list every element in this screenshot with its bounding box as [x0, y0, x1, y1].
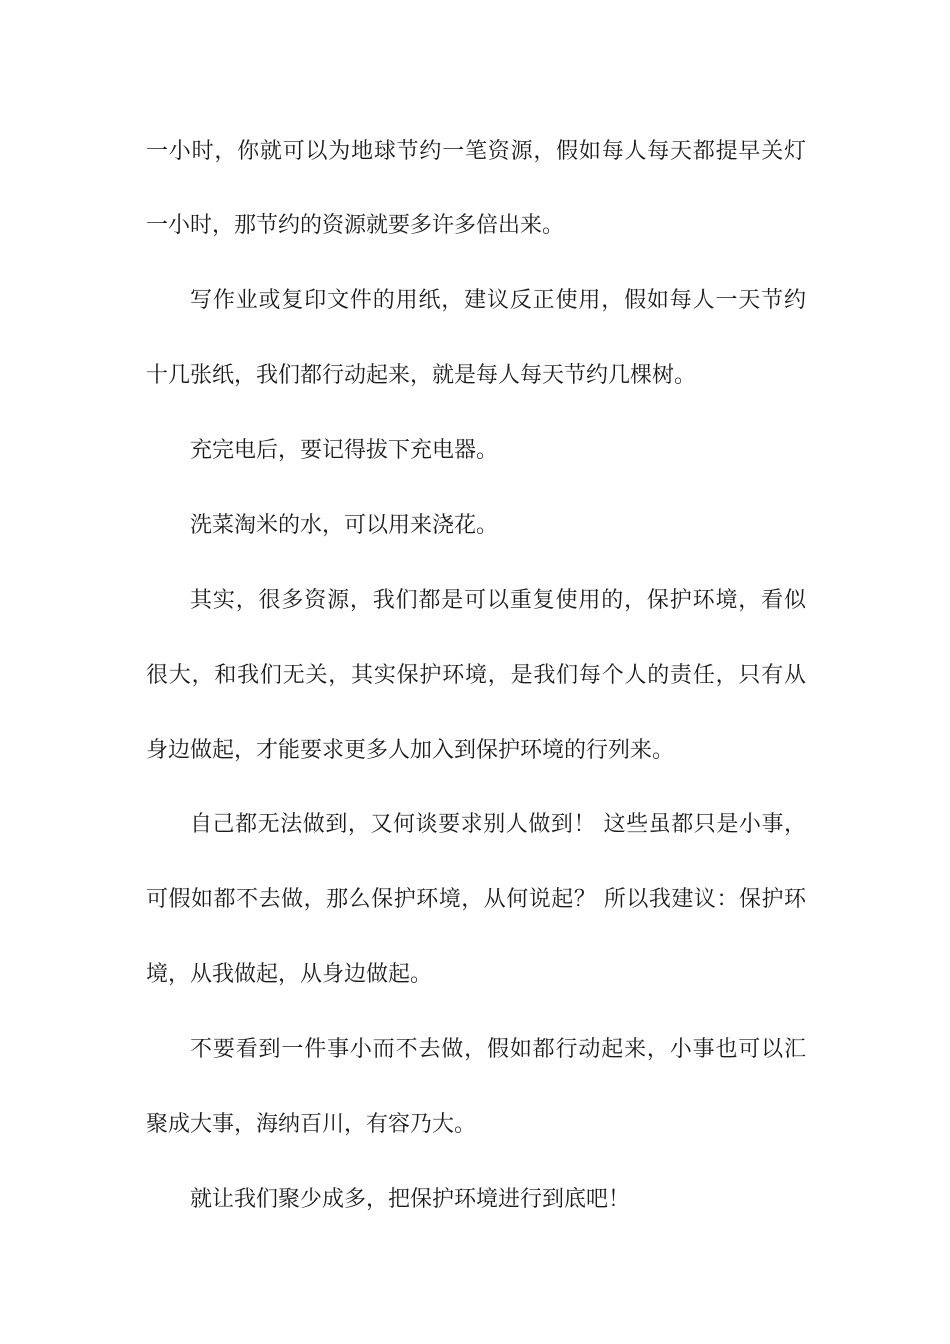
text-line: 十几张纸，我们都行动起来，就是每人每天节约几棵树。: [146, 363, 697, 388]
text-line: 其实，很多资源，我们都是可以重复使用的，保护环境，看似: [190, 588, 806, 613]
text-line: 不要看到一件事小而不去做，假如都行动起来，小事也可以汇: [190, 1037, 806, 1062]
text-line: 可假如都不去做，那么保护环境，从何说起？ 所以我建议：保护环: [146, 887, 806, 912]
text-line: 很大，和我们无关，其实保护环境，是我们每个人的责任，只有从: [146, 663, 806, 688]
text-line: 一小时，那节约的资源就要多许多倍出来。: [146, 213, 565, 238]
text-line: 洗菜淘米的水，可以用来浇花。: [190, 513, 499, 538]
text-line: 自己都无法做到，又何谈要求别人做到！ 这些虽都只是小事，: [190, 812, 806, 837]
text-line: 身边做起，才能要求更多人加入到保护环境的行列来。: [146, 738, 675, 763]
text-line: 聚成大事，海纳百川，有容乃大。: [146, 1112, 477, 1137]
text-line: 境，从我做起，从身边做起。: [146, 962, 433, 987]
text-line: 就让我们聚少成多，把保护环境进行到底吧！: [190, 1187, 631, 1212]
text-line: 写作业或复印文件的用纸，建议反正使用，假如每人一天节约: [190, 288, 806, 313]
text-line: 充完电后，要记得拔下充电器。: [190, 438, 499, 463]
text-line: 一小时，你就可以为地球节约一笔资源，假如每人每天都提早关灯: [146, 139, 806, 164]
